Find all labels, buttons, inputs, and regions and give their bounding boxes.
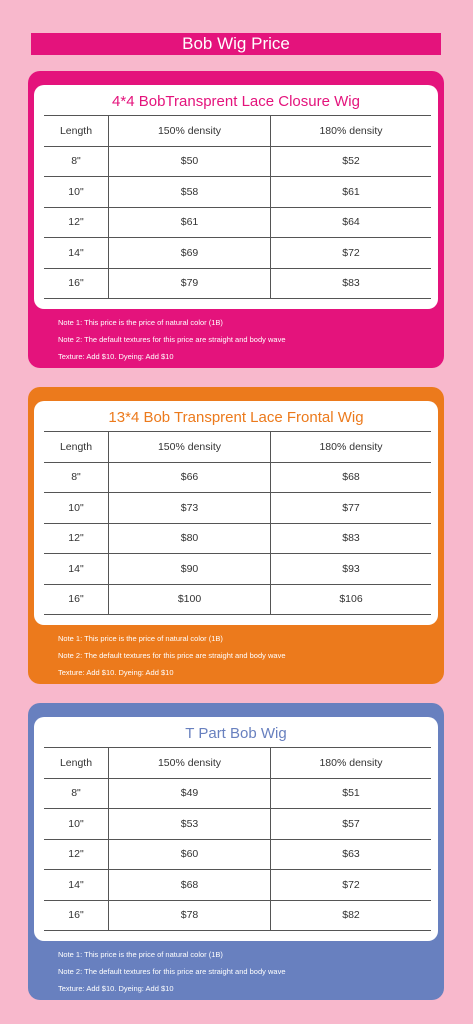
price-cell: $52 [271,146,432,177]
length-cell: 8" [44,462,109,493]
table-row [44,839,431,870]
price-cell: $51 [271,778,432,809]
price-cell: $90 [109,554,271,585]
table-row [44,778,431,809]
length-cell: 12" [44,523,109,554]
price-table [44,431,431,615]
price-table [44,115,431,299]
column-header: 180% density [271,748,432,779]
table-row [44,238,431,269]
price-table-panel [34,717,438,941]
note-line: Note 2: The default textures for this price are straight and body wave [58,651,286,660]
length-cell: 10" [44,177,109,208]
table-row [44,523,431,554]
price-cell: $72 [271,870,432,901]
length-cell: 14" [44,238,109,269]
price-notes [58,946,286,997]
note-line: Texture: Add $10. Dyeing: Add $10 [58,352,174,361]
length-cell: 12" [44,207,109,238]
table-row [44,146,431,177]
price-table [44,747,431,931]
column-header: Length [44,116,109,147]
length-cell: 8" [44,146,109,177]
column-header: 180% density [271,116,432,147]
price-cell: $61 [271,177,432,208]
price-cell: $93 [271,554,432,585]
section-title: 4*4 BobTransprent Lace Closure Wig [112,93,360,110]
column-header: Length [44,748,109,779]
length-cell: 8" [44,778,109,809]
table-header-row [44,116,431,147]
page-title: Bob Wig Price [182,34,290,53]
length-cell: 16" [44,268,109,299]
price-cell: $60 [109,839,271,870]
price-cell: $100 [109,584,271,615]
table-row [44,462,431,493]
table-row [44,268,431,299]
price-cell: $83 [271,268,432,299]
table-row [44,900,431,931]
price-cell: $53 [109,809,271,840]
length-cell: 16" [44,584,109,615]
price-cell: $64 [271,207,432,238]
length-cell: 16" [44,900,109,931]
price-cell: $66 [109,462,271,493]
price-cell: $49 [109,778,271,809]
column-header: 180% density [271,432,432,463]
table-row [44,207,431,238]
price-cell: $79 [109,268,271,299]
table-row [44,870,431,901]
table-row [44,177,431,208]
note-line: Texture: Add $10. Dyeing: Add $10 [58,668,174,677]
table-row [44,493,431,524]
price-cell: $72 [271,238,432,269]
price-notes [58,314,286,365]
note-line: Note 1: This price is the price of natural color (1B) [58,318,223,327]
price-cell: $50 [109,146,271,177]
price-cell: $61 [109,207,271,238]
table-row [44,554,431,585]
price-cell: $57 [271,809,432,840]
section-title: 13*4 Bob Transprent Lace Frontal Wig [108,409,364,426]
length-cell: 10" [44,493,109,524]
price-cell: $106 [271,584,432,615]
column-header: 150% density [109,748,271,779]
price-cell: $77 [271,493,432,524]
note-line: Note 1: This price is the price of natural color (1B) [58,950,223,959]
table-row [44,584,431,615]
price-cell: $80 [109,523,271,554]
table-row [44,809,431,840]
length-cell: 12" [44,839,109,870]
note-line: Note 2: The default textures for this price are straight and body wave [58,967,286,976]
length-cell: 10" [44,809,109,840]
length-cell: 14" [44,554,109,585]
length-cell: 14" [44,870,109,901]
section-title: T Part Bob Wig [185,725,287,742]
price-cell: $78 [109,900,271,931]
table-header-row [44,432,431,463]
note-line: Texture: Add $10. Dyeing: Add $10 [58,984,174,993]
price-table-panel [34,401,438,625]
price-cell: $63 [271,839,432,870]
page-title-banner [31,33,441,55]
price-card-closure [28,71,444,368]
column-header: 150% density [109,116,271,147]
price-cell: $58 [109,177,271,208]
price-cell: $68 [109,870,271,901]
note-line: Note 2: The default textures for this price are straight and body wave [58,335,286,344]
price-card-frontal [28,387,444,684]
column-header: Length [44,432,109,463]
price-card-t-part [28,703,444,1000]
note-line: Note 1: This price is the price of natural color (1B) [58,634,223,643]
price-cell: $69 [109,238,271,269]
price-cell: $83 [271,523,432,554]
price-cell: $73 [109,493,271,524]
column-header: 150% density [109,432,271,463]
price-cell: $82 [271,900,432,931]
price-table-panel [34,85,438,309]
price-notes [58,630,286,681]
table-header-row [44,748,431,779]
price-cell: $68 [271,462,432,493]
